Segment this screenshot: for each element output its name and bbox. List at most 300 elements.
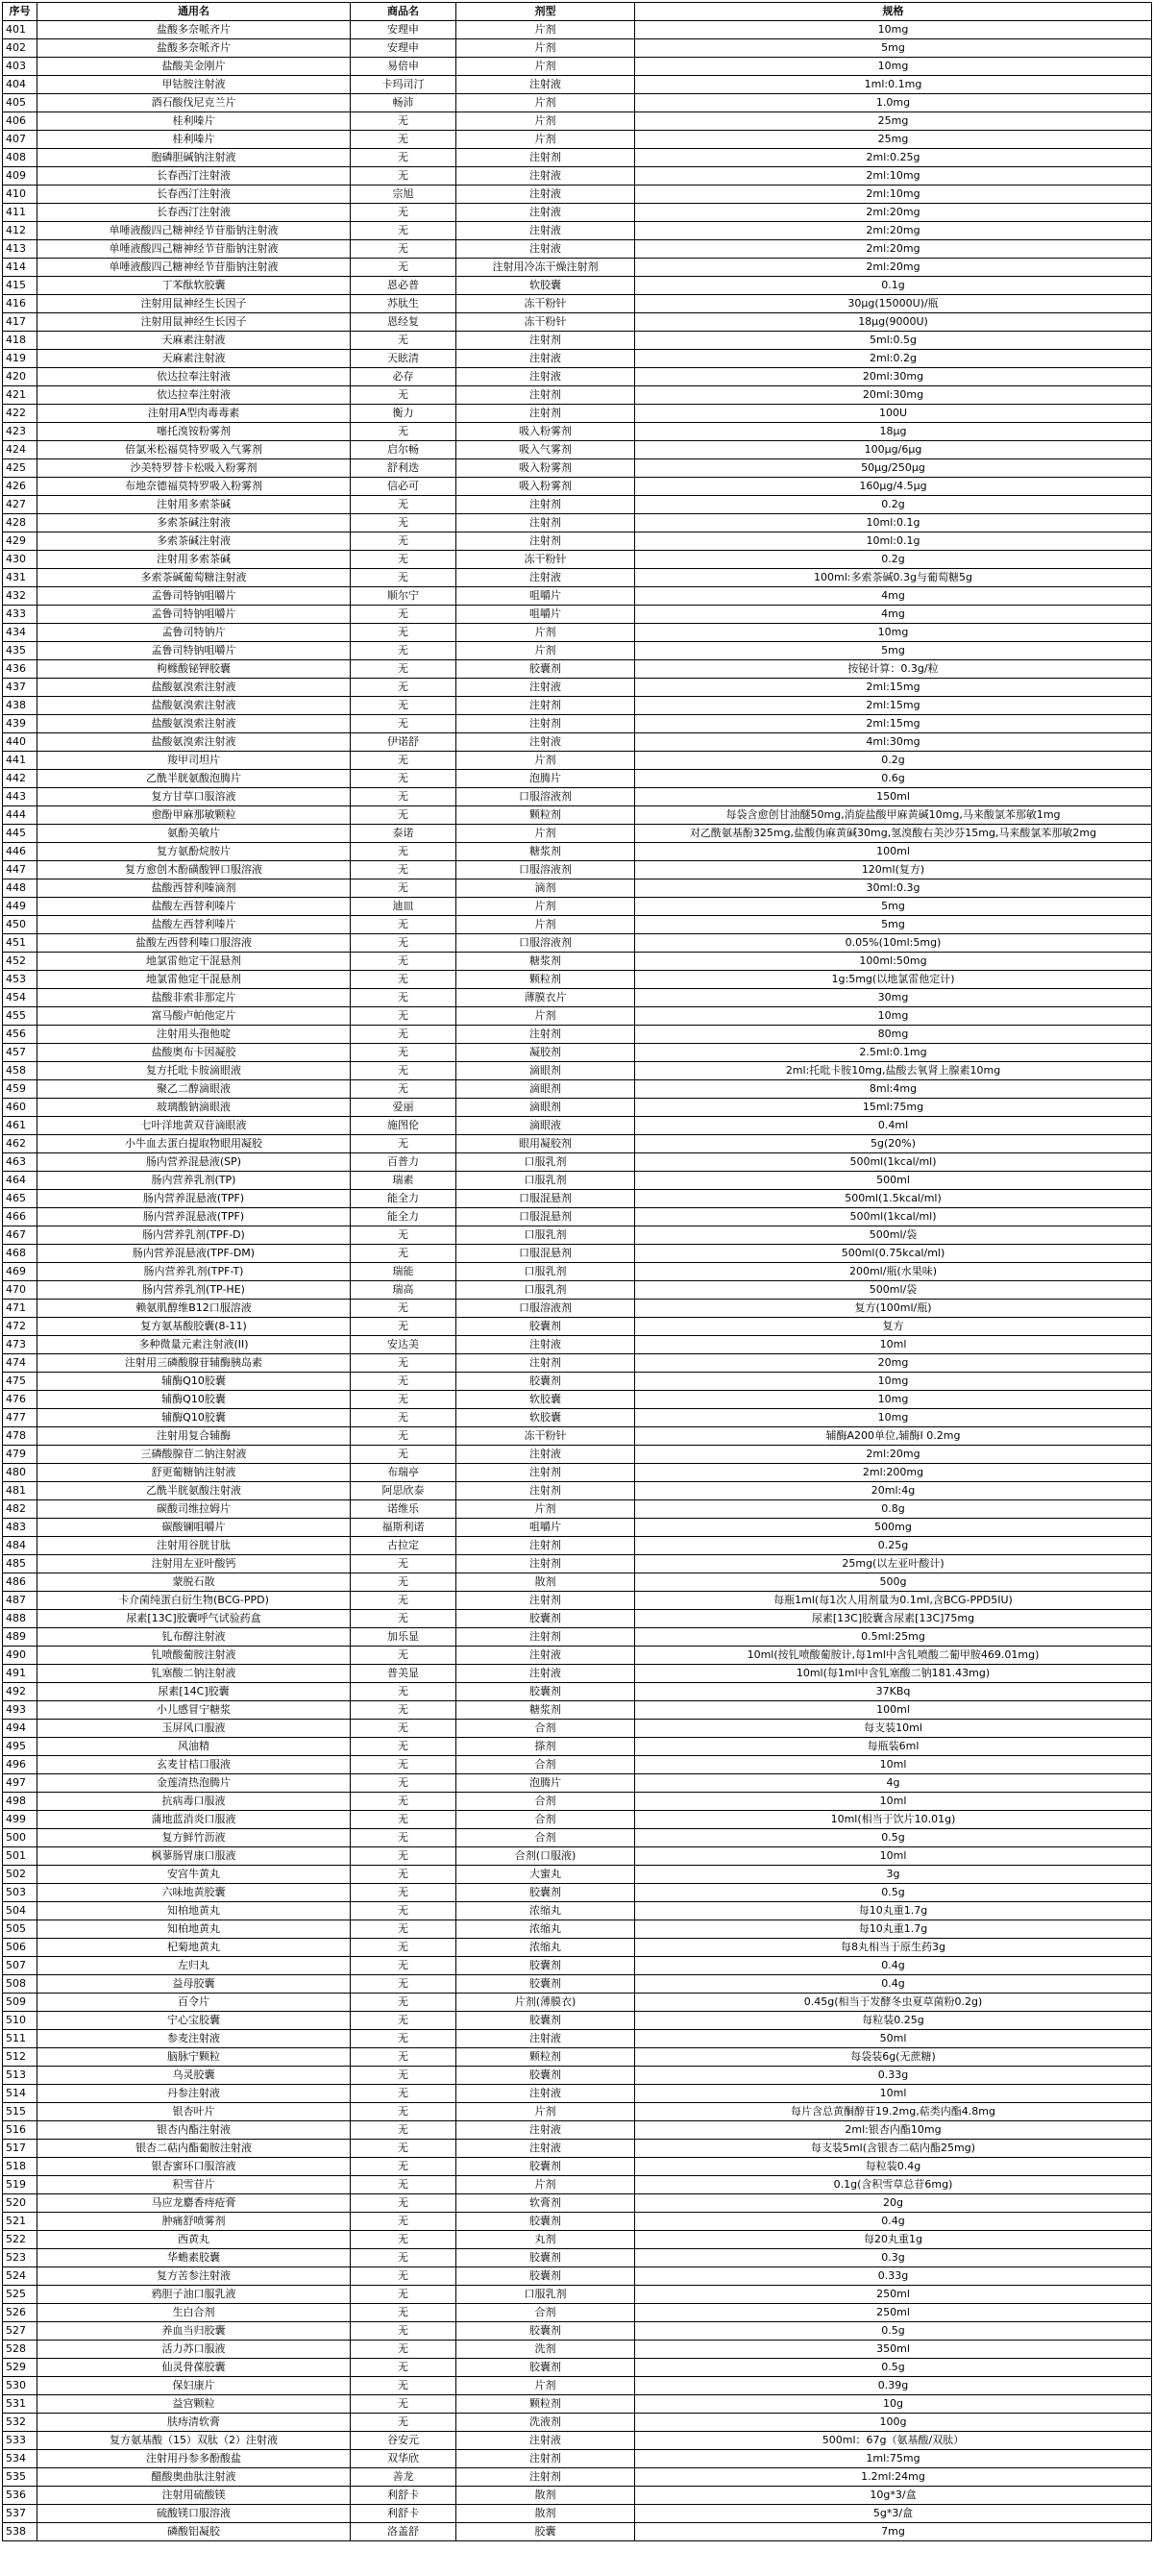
cell-generic-name: 蒲地蓝消炎口服液	[37, 1811, 351, 1829]
cell-specification: 10ml:0.1g	[635, 533, 1152, 551]
table-row	[3, 624, 1152, 642]
cell-dosage-form: 洗液剂	[456, 2414, 635, 2432]
cell-dosage-form: 片剂	[456, 2103, 635, 2121]
cell-dosage-form: 合剂(口服液)	[456, 1847, 635, 1866]
cell-specification: 2.5ml:0.1mg	[635, 1044, 1152, 1062]
table-row	[3, 1464, 1152, 1482]
cell-index: 476	[3, 1391, 37, 1409]
cell-dosage-form: 口服溶液剂	[456, 788, 635, 806]
cell-index: 427	[3, 496, 37, 514]
cell-index: 419	[3, 350, 37, 368]
cell-trade-name: 无	[351, 770, 456, 788]
cell-trade-name: 无	[351, 679, 456, 697]
table-row	[3, 843, 1152, 861]
table-row	[3, 1226, 1152, 1245]
cell-generic-name: 小牛血去蛋白提取物眼用凝胶	[37, 1135, 351, 1153]
cell-generic-name: 氨酚美敏片	[37, 825, 351, 843]
cell-generic-name: 盐酸氨溴索注射液	[37, 679, 351, 697]
cell-generic-name: 知柏地黄丸	[37, 1902, 351, 1920]
cell-dosage-form: 注射剂	[456, 405, 635, 423]
cell-generic-name: 桂利嗪片	[37, 131, 351, 149]
cell-generic-name: 盐酸美金刚片	[37, 58, 351, 76]
cell-index: 511	[3, 2030, 37, 2048]
cell-dosage-form: 滴剂	[456, 879, 635, 898]
cell-dosage-form: 吸入气雾剂	[456, 441, 635, 459]
cell-generic-name: 盐酸左西替利嗪片	[37, 898, 351, 916]
cell-index: 457	[3, 1044, 37, 1062]
table-row	[3, 1354, 1152, 1373]
cell-generic-name: 布地奈德福莫特罗吸入粉雾剂	[37, 478, 351, 496]
cell-dosage-form: 散剂	[456, 2505, 635, 2523]
cell-trade-name: 无	[351, 806, 456, 825]
cell-dosage-form: 胶囊剂	[456, 1683, 635, 1701]
cell-dosage-form: 搽剂	[456, 1738, 635, 1756]
cell-dosage-form: 胶囊剂	[456, 2213, 635, 2231]
cell-dosage-form: 注射液	[456, 1336, 635, 1354]
cell-dosage-form: 口服乳剂	[456, 2286, 635, 2304]
cell-specification: 1g:5mg(以地氯雷他定计)	[635, 971, 1152, 989]
cell-index: 404	[3, 76, 37, 94]
cell-trade-name: 无	[351, 934, 456, 953]
cell-generic-name: 辅酶Q10胶囊	[37, 1409, 351, 1427]
cell-specification: 每粒装0.4g	[635, 2158, 1152, 2176]
cell-trade-name: 安理申	[351, 21, 456, 39]
cell-generic-name: 蒙脱石散	[37, 1573, 351, 1592]
table-row	[3, 1007, 1152, 1026]
cell-trade-name: 无	[351, 2249, 456, 2267]
cell-trade-name: 无	[351, 1318, 456, 1336]
cell-specification: 500mg	[635, 1519, 1152, 1537]
cell-trade-name: 无	[351, 2085, 456, 2103]
table-row	[3, 2030, 1152, 2048]
table-row	[3, 386, 1152, 405]
cell-index: 504	[3, 1902, 37, 1920]
cell-specification: 0.5g	[635, 2359, 1152, 2377]
cell-specification: 250ml	[635, 2304, 1152, 2322]
cell-generic-name: 盐酸奥布卡因凝胶	[37, 1044, 351, 1062]
cell-trade-name: 无	[351, 2395, 456, 2414]
table-row	[3, 204, 1152, 222]
cell-specification: 100ml:50mg	[635, 953, 1152, 971]
cell-generic-name: 生白合剂	[37, 2304, 351, 2322]
cell-dosage-form: 胶囊	[456, 2523, 635, 2541]
cell-dosage-form: 片剂	[456, 94, 635, 112]
cell-index: 509	[3, 1994, 37, 2012]
cell-specification: 8ml:4mg	[635, 1080, 1152, 1099]
cell-generic-name: 注射用复合辅酶	[37, 1427, 351, 1446]
cell-trade-name: 洛盖舒	[351, 2523, 456, 2541]
table-row	[3, 277, 1152, 295]
cell-trade-name: 无	[351, 2414, 456, 2432]
cell-generic-name: 乙酰半胱氨酸泡腾片	[37, 770, 351, 788]
cell-specification: 500ml/袋	[635, 1226, 1152, 1245]
cell-generic-name: 沙美特罗替卡松吸入粉雾剂	[37, 459, 351, 478]
table-row	[3, 295, 1152, 313]
cell-trade-name: 信必可	[351, 478, 456, 496]
table-row	[3, 2158, 1152, 2176]
cell-index: 438	[3, 697, 37, 715]
table-row	[3, 2450, 1152, 2468]
cell-specification: 每10丸重1.7g	[635, 1902, 1152, 1920]
cell-dosage-form: 注射剂	[456, 514, 635, 533]
cell-index: 456	[3, 1026, 37, 1044]
cell-index: 525	[3, 2286, 37, 2304]
cell-index: 463	[3, 1153, 37, 1172]
table-row	[3, 167, 1152, 186]
cell-generic-name: 噻托溴铵粉雾剂	[37, 423, 351, 441]
cell-specification: 10ml	[635, 2085, 1152, 2103]
cell-index: 447	[3, 861, 37, 879]
cell-specification: 500ml(0.75kcal/ml)	[635, 1245, 1152, 1263]
cell-specification: 20ml:30mg	[635, 368, 1152, 386]
cell-specification: 2ml:银杏内酯10mg	[635, 2121, 1152, 2140]
cell-specification: 500g	[635, 1573, 1152, 1592]
table-row	[3, 423, 1152, 441]
cell-generic-name: 盐酸左西替利嗪口服溶液	[37, 934, 351, 953]
cell-generic-name: 天麻素注射液	[37, 350, 351, 368]
cell-index: 468	[3, 1245, 37, 1263]
cell-specification: 对乙酰氨基酚325mg,盐酸伪麻黄碱30mg,氢溴酸右美沙芬15mg,马来酸氯苯那敏2mg	[635, 825, 1152, 843]
table-row	[3, 1373, 1152, 1391]
cell-generic-name: 肠内营养混悬液(TPF)	[37, 1208, 351, 1226]
cell-specification: 0.4g	[635, 1975, 1152, 1994]
cell-generic-name: 盐酸氨溴索注射液	[37, 715, 351, 733]
cell-generic-name: 银杏二萜内酯葡胺注射液	[37, 2140, 351, 2158]
cell-dosage-form: 颗粒剂	[456, 971, 635, 989]
cell-specification: 0.3g	[635, 2249, 1152, 2267]
cell-specification: 10ml	[635, 1793, 1152, 1811]
cell-index: 473	[3, 1336, 37, 1354]
cell-dosage-form: 注射液	[456, 240, 635, 259]
cell-index: 413	[3, 240, 37, 259]
table-row	[3, 770, 1152, 788]
cell-generic-name: 抗病毒口服液	[37, 1793, 351, 1811]
cell-generic-name: 盐酸氨溴索注射液	[37, 697, 351, 715]
cell-generic-name: 复方氨基酸（15）双肽（2）注射液	[37, 2432, 351, 2450]
cell-trade-name: 无	[351, 332, 456, 350]
table-row	[3, 551, 1152, 569]
cell-index: 443	[3, 788, 37, 806]
cell-trade-name: 迪皿	[351, 898, 456, 916]
table-row	[3, 1957, 1152, 1975]
cell-trade-name: 无	[351, 861, 456, 879]
cell-specification: 100μg/6μg	[635, 441, 1152, 459]
cell-dosage-form: 口服乳剂	[456, 1172, 635, 1190]
table-row	[3, 2267, 1152, 2286]
table-row	[3, 733, 1152, 752]
table-row	[3, 2286, 1152, 2304]
table-row	[3, 1172, 1152, 1190]
cell-generic-name: 赖氨肌醇维B12口服溶液	[37, 1300, 351, 1318]
cell-index: 433	[3, 606, 37, 624]
cell-specification: 25mg(以左亚叶酸计)	[635, 1555, 1152, 1573]
cell-generic-name: 单唾液酸四己糖神经节苷脂钠注射液	[37, 259, 351, 277]
cell-trade-name: 无	[351, 916, 456, 934]
cell-specification: 25mg	[635, 131, 1152, 149]
cell-index: 483	[3, 1519, 37, 1537]
cell-specification: 500ml	[635, 1172, 1152, 1190]
cell-trade-name: 古拉定	[351, 1537, 456, 1555]
cell-dosage-form: 注射剂	[456, 1464, 635, 1482]
cell-generic-name: 单唾液酸四己糖神经节苷脂钠注射液	[37, 240, 351, 259]
cell-index: 533	[3, 2432, 37, 2450]
cell-dosage-form: 注射液	[456, 167, 635, 186]
cell-trade-name: 无	[351, 386, 456, 405]
cell-specification: 10mg	[635, 1373, 1152, 1391]
cell-specification: 0.39g	[635, 2377, 1152, 2395]
cell-generic-name: 知柏地黄丸	[37, 1920, 351, 1939]
table-row	[3, 94, 1152, 112]
cell-index: 460	[3, 1099, 37, 1117]
cell-dosage-form: 注射液	[456, 350, 635, 368]
table-row	[3, 642, 1152, 660]
cell-generic-name: 注射用A型肉毒毒素	[37, 405, 351, 423]
cell-index: 422	[3, 405, 37, 423]
cell-specification: 4ml:30mg	[635, 733, 1152, 752]
cell-trade-name: 瑞高	[351, 1281, 456, 1300]
cell-generic-name: 复方甘草口服溶液	[37, 788, 351, 806]
cell-index: 421	[3, 386, 37, 405]
cell-generic-name: 尿素[13C]胶囊呼气试验药盒	[37, 1610, 351, 1628]
cell-dosage-form: 合剂	[456, 1829, 635, 1847]
cell-trade-name: 无	[351, 131, 456, 149]
cell-index: 453	[3, 971, 37, 989]
table-row	[3, 806, 1152, 825]
cell-dosage-form: 注射液	[456, 2140, 635, 2158]
cell-index: 432	[3, 587, 37, 606]
cell-trade-name: 瑞能	[351, 1263, 456, 1281]
cell-generic-name: 钆塞酸二钠注射液	[37, 1665, 351, 1683]
cell-dosage-form: 胶囊剂	[456, 2012, 635, 2030]
cell-dosage-form: 大蜜丸	[456, 1866, 635, 1884]
cell-dosage-form: 浓缩丸	[456, 1939, 635, 1957]
cell-generic-name: 长春西汀注射液	[37, 204, 351, 222]
cell-trade-name: 无	[351, 551, 456, 569]
cell-generic-name: 卡介菌纯蛋白衍生物(BCG-PPD)	[37, 1592, 351, 1610]
cell-index: 408	[3, 149, 37, 167]
cell-dosage-form: 滴眼剂	[456, 1062, 635, 1080]
table-row	[3, 1756, 1152, 1774]
table-row	[3, 2249, 1152, 2267]
table-row	[3, 1117, 1152, 1135]
table-row	[3, 332, 1152, 350]
cell-specification: 10ml	[635, 1756, 1152, 1774]
table-row	[3, 1391, 1152, 1409]
table-row	[3, 2231, 1152, 2249]
table-row	[3, 1190, 1152, 1208]
cell-index: 444	[3, 806, 37, 825]
cell-generic-name: 肠内营养乳剂(TP-HE)	[37, 1281, 351, 1300]
cell-specification: 0.2g	[635, 551, 1152, 569]
table-row	[3, 1044, 1152, 1062]
cell-dosage-form: 滴眼液	[456, 1117, 635, 1135]
cell-specification: 500ml(1kcal/ml)	[635, 1208, 1152, 1226]
table-row	[3, 1573, 1152, 1592]
cell-dosage-form: 薄膜衣片	[456, 989, 635, 1007]
cell-generic-name: 银杏蜜环口服溶液	[37, 2158, 351, 2176]
table-row	[3, 131, 1152, 149]
cell-index: 462	[3, 1135, 37, 1153]
cell-trade-name: 无	[351, 843, 456, 861]
cell-specification: 2ml:10mg	[635, 186, 1152, 204]
cell-dosage-form: 合剂	[456, 1720, 635, 1738]
cell-generic-name: 富马酸卢帕他定片	[37, 1007, 351, 1026]
cell-index: 488	[3, 1610, 37, 1628]
cell-trade-name: 普美显	[351, 1665, 456, 1683]
cell-trade-name: 无	[351, 204, 456, 222]
cell-index: 512	[3, 2048, 37, 2067]
cell-index: 484	[3, 1537, 37, 1555]
cell-dosage-form: 注射液	[456, 2085, 635, 2103]
cell-dosage-form: 软胶囊	[456, 277, 635, 295]
cell-specification: 2ml:200mg	[635, 1464, 1152, 1482]
cell-generic-name: 倍氯米松福莫特罗吸入气雾剂	[37, 441, 351, 459]
cell-index: 417	[3, 313, 37, 332]
cell-dosage-form: 口服乳剂	[456, 1226, 635, 1245]
cell-generic-name: 舒更葡糖钠注射液	[37, 1464, 351, 1482]
table-row	[3, 1318, 1152, 1336]
cell-index: 424	[3, 441, 37, 459]
cell-generic-name: 盐酸西替利嗪滴剂	[37, 879, 351, 898]
cell-generic-name: 枫蓼肠胃康口服液	[37, 1847, 351, 1866]
cell-dosage-form: 口服溶液剂	[456, 1300, 635, 1318]
cell-trade-name: 无	[351, 971, 456, 989]
cell-trade-name: 无	[351, 879, 456, 898]
table-row	[3, 1847, 1152, 1866]
cell-generic-name: 参麦注射液	[37, 2030, 351, 2048]
drug-table	[2, 2, 1152, 2541]
table-row	[3, 1683, 1152, 1701]
cell-trade-name: 无	[351, 1994, 456, 2012]
cell-trade-name: 无	[351, 2359, 456, 2377]
cell-trade-name: 无	[351, 1866, 456, 1884]
cell-trade-name: 无	[351, 1884, 456, 1902]
cell-trade-name: 无	[351, 1847, 456, 1866]
cell-dosage-form: 口服乳剂	[456, 1263, 635, 1281]
cell-generic-name: 酒石酸伐尼克兰片	[37, 94, 351, 112]
cell-generic-name: 醋酸奥曲肽注射液	[37, 2468, 351, 2487]
cell-dosage-form: 冻干粉针	[456, 295, 635, 313]
cell-trade-name: 无	[351, 167, 456, 186]
cell-trade-name: 天眩清	[351, 350, 456, 368]
cell-specification: 18μg	[635, 423, 1152, 441]
cell-dosage-form: 胶囊剂	[456, 2249, 635, 2267]
cell-specification: 30mg	[635, 989, 1152, 1007]
cell-dosage-form: 注射剂	[456, 332, 635, 350]
cell-specification: 4g	[635, 1774, 1152, 1793]
cell-specification: 25mg	[635, 112, 1152, 131]
cell-trade-name: 无	[351, 2341, 456, 2359]
table-body	[3, 21, 1152, 2541]
cell-specification: 10mg	[635, 21, 1152, 39]
cell-generic-name: 孟鲁司特钠片	[37, 624, 351, 642]
cell-specification: 2ml:20mg	[635, 204, 1152, 222]
cell-specification: 1ml:0.1mg	[635, 76, 1152, 94]
cell-specification: 尿素[13C]胶囊含尿素[13C]75mg	[635, 1610, 1152, 1628]
cell-trade-name: 无	[351, 222, 456, 240]
cell-generic-name: 长春西汀注射液	[37, 167, 351, 186]
cell-specification: 0.8g	[635, 1500, 1152, 1519]
cell-index: 416	[3, 295, 37, 313]
cell-index: 467	[3, 1226, 37, 1245]
cell-dosage-form: 口服乳剂	[456, 1281, 635, 1300]
cell-generic-name: 桂利嗪片	[37, 112, 351, 131]
cell-specification: 10mg	[635, 624, 1152, 642]
cell-specification: 10ml(按钆喷酸葡胺计,每1ml中含钆喷酸二葡甲胺469.01mg)	[635, 1647, 1152, 1665]
cell-generic-name: 碳酸镧咀嚼片	[37, 1519, 351, 1537]
cell-generic-name: 西黄丸	[37, 2231, 351, 2249]
cell-index: 442	[3, 770, 37, 788]
cell-dosage-form: 浓缩丸	[456, 1920, 635, 1939]
cell-dosage-form: 注射剂	[456, 1555, 635, 1573]
cell-index: 500	[3, 1829, 37, 1847]
table-row	[3, 1446, 1152, 1464]
cell-index: 516	[3, 2121, 37, 2140]
table-row	[3, 1647, 1152, 1665]
cell-trade-name: 无	[351, 496, 456, 514]
cell-trade-name: 能全力	[351, 1208, 456, 1226]
cell-index: 493	[3, 1701, 37, 1720]
cell-index: 487	[3, 1592, 37, 1610]
cell-trade-name: 伊诺舒	[351, 733, 456, 752]
table-row	[3, 879, 1152, 898]
cell-generic-name: 复方愈创木酚磺酸钾口服溶液	[37, 861, 351, 879]
cell-generic-name: 肤痔清软膏	[37, 2414, 351, 2432]
table-row	[3, 1281, 1152, 1300]
cell-dosage-form: 注射液	[456, 2432, 635, 2450]
cell-index: 472	[3, 1318, 37, 1336]
cell-dosage-form: 胶囊剂	[456, 2067, 635, 2085]
cell-index: 450	[3, 916, 37, 934]
cell-trade-name: 无	[351, 1793, 456, 1811]
cell-index: 490	[3, 1647, 37, 1665]
cell-index: 486	[3, 1573, 37, 1592]
cell-trade-name: 诺维乐	[351, 1500, 456, 1519]
cell-specification: 10ml(相当于饮片10.01g)	[635, 1811, 1152, 1829]
cell-index: 526	[3, 2304, 37, 2322]
cell-trade-name: 利舒卡	[351, 2505, 456, 2523]
cell-generic-name: 孟鲁司特钠咀嚼片	[37, 587, 351, 606]
cell-generic-name: 乌灵胶囊	[37, 2067, 351, 2085]
cell-specification: 20ml:4g	[635, 1482, 1152, 1500]
cell-specification: 10mg	[635, 1391, 1152, 1409]
cell-dosage-form: 注射剂	[456, 697, 635, 715]
cell-specification: 0.45g(相当于发酵冬虫夏草菌粉0.2g)	[635, 1994, 1152, 2012]
cell-dosage-form: 注射剂	[456, 1354, 635, 1373]
cell-dosage-form: 注射剂	[456, 1537, 635, 1555]
cell-trade-name: 能全力	[351, 1190, 456, 1208]
table-row	[3, 368, 1152, 386]
cell-trade-name: 无	[351, 660, 456, 679]
table-row	[3, 496, 1152, 514]
cell-trade-name: 无	[351, 1354, 456, 1373]
cell-specification: 5mg	[635, 916, 1152, 934]
cell-index: 455	[3, 1007, 37, 1026]
cell-generic-name: 盐酸左西替利嗪片	[37, 916, 351, 934]
cell-specification: 0.5g	[635, 2322, 1152, 2341]
cell-dosage-form: 洗剂	[456, 2341, 635, 2359]
cell-dosage-form: 合剂	[456, 1811, 635, 1829]
cell-trade-name: 无	[351, 2377, 456, 2395]
cell-specification: 500ml(1kcal/ml)	[635, 1153, 1152, 1172]
table-row	[3, 861, 1152, 879]
cell-specification: 每支装5ml(含银杏二萜内酯25mg)	[635, 2140, 1152, 2158]
cell-trade-name: 无	[351, 240, 456, 259]
cell-generic-name: 百令片	[37, 1994, 351, 2012]
cell-index: 409	[3, 167, 37, 186]
cell-generic-name: 鸦胆子油口服乳液	[37, 2286, 351, 2304]
cell-generic-name: 辅酶Q10胶囊	[37, 1391, 351, 1409]
